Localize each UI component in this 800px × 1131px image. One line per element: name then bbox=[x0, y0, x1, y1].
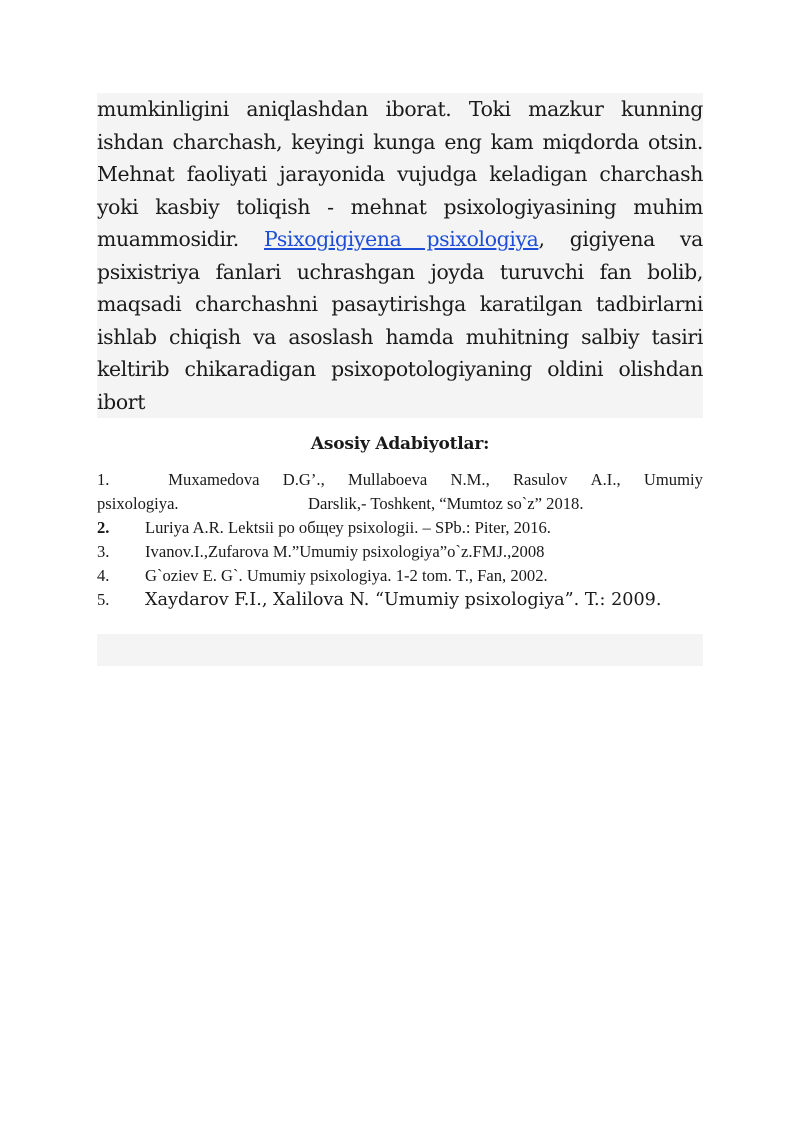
reference-item-2 bbox=[97, 516, 703, 540]
reference-item-4 bbox=[97, 564, 703, 588]
reference-word: N.M., bbox=[450, 470, 490, 489]
reference-text: Xaydarov F.I., Xalilova N. “Umumiy psixologiya”. T.: 2009. bbox=[145, 590, 662, 610]
paragraph-text-end: , gigiyena va psixistriya fanlari uchrashgan joyda turuvchi fan bolib, maqsadi charchashni pasaytirishga karatilgan tadbirlarni ishlab chiqish va asoslash hamda muhitning salbiy tasiri keltirib chikaradigan psixopotologiyaning oldini olishdan ibort bbox=[97, 227, 703, 414]
reference-word: D.G’., bbox=[282, 470, 325, 489]
reference-word: Mullaboeva bbox=[348, 470, 428, 489]
reference-number: 5. bbox=[97, 590, 110, 609]
reference-number: 4. bbox=[97, 566, 110, 585]
reference-word: Muxamedova bbox=[168, 470, 260, 489]
reference-item-3 bbox=[97, 540, 703, 564]
reference-word: Umumiy bbox=[643, 470, 703, 489]
reference-word: A.I., bbox=[590, 470, 621, 489]
reference-text: G`oziev E. G`. Umumiy psixologiya. 1-2 tom. T., Fan, 2002. bbox=[145, 566, 548, 585]
reference-text: Ivanov.I.,Zufarova M.”Umumiy psixologiya”o`z.FMJ.,2008 bbox=[145, 542, 545, 561]
reference-text: Darslik,- Toshkent, “Mumtoz so`z” 2018. bbox=[308, 494, 584, 513]
reference-number: 1. bbox=[97, 470, 110, 489]
reference-text: psixologiya. bbox=[97, 494, 179, 513]
references-title: Asosiy Adabiyotlar: bbox=[310, 434, 490, 454]
reference-word: Rasulov bbox=[512, 470, 568, 489]
document-page bbox=[97, 93, 703, 612]
paragraph-text-start: mumkinligini aniqlashdan iborat. Toki mazkur kunning ishdan charchash, keyingi kunga eng kam miqdorda otsin. Mehnat faoliyati jarayonida vujudga keladigan charchash yoki kasbiy toliqish - mehnat psixologiyasining muhim muammosidir. bbox=[97, 97, 703, 251]
body-paragraph bbox=[97, 93, 703, 418]
reference-item-5 bbox=[97, 588, 703, 612]
reference-item-1 bbox=[97, 468, 703, 516]
reference-number: 3. bbox=[97, 542, 110, 561]
reference-text: Luriya A.R. Lektsii po общеу psixologii. – SPb.: Piter, 2016. bbox=[145, 518, 551, 537]
psixogigiyena-link[interactable]: Psixogigiyena psixologiya bbox=[264, 227, 539, 251]
empty-shaded-block bbox=[97, 634, 703, 666]
reference-number: 2. bbox=[97, 518, 110, 537]
